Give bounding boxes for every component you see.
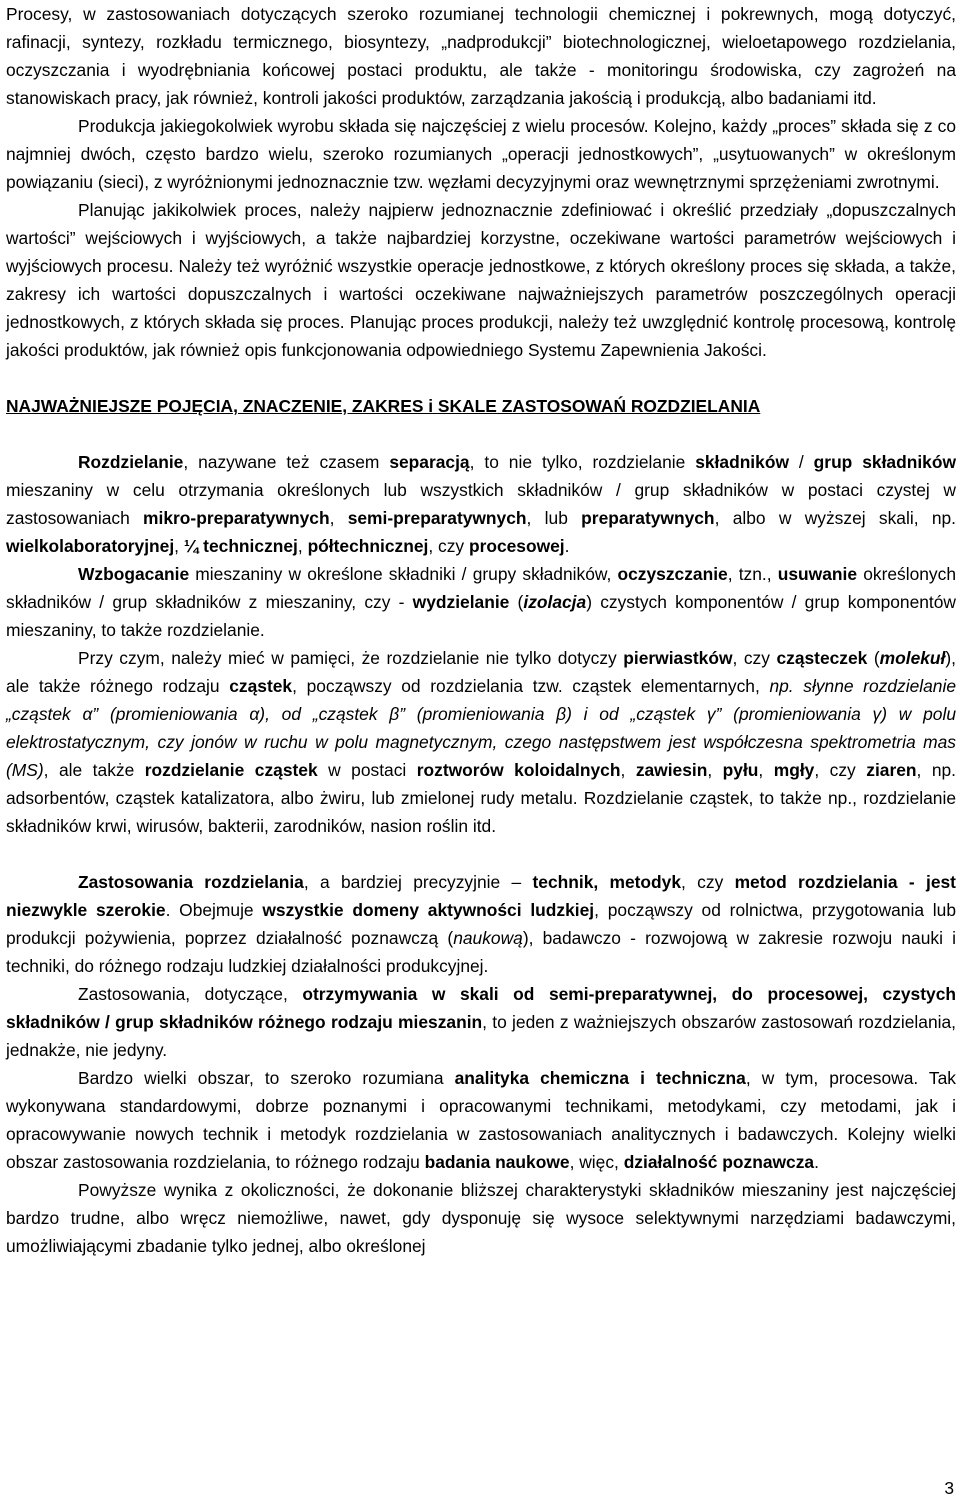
text-run: naukową — [453, 928, 523, 948]
text-run: , czy — [814, 760, 867, 780]
text-run: ( — [867, 648, 880, 668]
paragraph-3 — [6, 196, 956, 364]
text-run: semi-preparatywnych — [347, 508, 527, 528]
text-run: , np. adsorbentów, cząstek katalizatora, albo żwiru, lub zmielonej rudy metalu. Rozdzielanie cząstek, to także np., rozdzielanie składników krwi, wirusów, bakterii, zarodników, nasion roślin itd. — [6, 760, 957, 836]
text-run: składników — [695, 452, 789, 472]
text-run: roztworów koloidalnych — [416, 760, 621, 780]
text-run: ), badawczo - rozwojową w zakresie rozwoju nauki i techniki, do różnego rodzaju ludzkiej działalności produkcyjnej. — [6, 928, 956, 976]
text-run: określonych składników / grup składników z mieszaniny, czy - — [6, 564, 956, 612]
paragraph-1 — [6, 0, 956, 112]
text-run: , lub — [526, 508, 582, 528]
text-run: ( — [509, 592, 524, 612]
text-run: . Obejmuje — [165, 900, 263, 920]
text-run: , — [174, 536, 184, 556]
paragraph-2 — [6, 112, 956, 196]
page-number: 3 — [944, 1478, 954, 1498]
text-run: , w tym, procesowa. Tak wykonywana standardowymi, dobrze poznanymi i opracowanymi technikami, metodykami, czy metodami, jak i opracowywanie nowych technik i metodyk rozdzielania w zastosowaniach analitycznych i badawczych. Kolejny wielki obszar zastosowania rozdzielania, to różnego rodzaju — [6, 1068, 956, 1172]
text-run: Wzbogacanie — [78, 564, 190, 584]
text-run: , czy — [681, 872, 735, 892]
text-run: pyłu — [722, 760, 759, 780]
text-run: Planując jakikolwiek proces, należy najpierw jednoznacznie zdefiniować i określić przedziały „dopuszczalnych wartości” wejściowych i wyjściowych, a także najbardziej korzystne, oczekiwane wartości parametrów wejściowych i wyjściowych procesu. Należy też wyróżnić wszystkie operacje jednostkowe, z których określony proces się składa, a także, zakresy ich wartości dopuszczalnych i wartości oczekiwane najważniejszych parametrów poszczególnych operacji jednostkowych, z których składa się proces. Planując proces produkcji, należy też uwzględnić kontrolę procesową, kontrolę jakości produktów, jak również opis funkcjonowania odpowiedniego Systemu Zapewnienia Jakości. — [6, 200, 956, 360]
paragraph-9 — [6, 1064, 956, 1176]
text-run: usuwanie — [777, 564, 858, 584]
text-run: procesowej — [468, 536, 565, 556]
text-run: separacją — [389, 452, 470, 472]
text-run: molekuł — [879, 648, 946, 668]
text-run: Zastosowania rozdzielania — [78, 872, 304, 892]
text-run: otrzymywania w skali od semi-preparatywnej, do procesowej, czystych składników / grup składników różnego rodzaju mieszanin — [6, 984, 956, 1032]
text-run: izolacja — [523, 592, 587, 612]
paragraph-5 — [6, 560, 956, 644]
text-run: półtechnicznej — [307, 536, 429, 556]
text-run: cząstek — [229, 676, 293, 696]
text-run: , to nie tylko, rozdzielanie — [469, 452, 696, 472]
text-run: , czy — [732, 648, 777, 668]
text-run: pierwiastków — [623, 648, 733, 668]
text-run: mikro-preparatywnych — [143, 508, 330, 528]
text-run: , począwszy od rolnictwa, przygotowania lub produkcji pożywienia, poprzez działalność poznawczą ( — [6, 900, 956, 948]
text-run: Procesy, w zastosowaniach dotyczących szeroko rozumianej technologii chemicznej i pokrewnych, mogą dotyczyć, rafinacji, syntezy, rozkładu termicznego, biosyntezy, „nadprodukcji” biotechnologicznej, wieloetapowego rozdzielania, oczyszczania i wyodrębniania końcowej postaci produktu, ale także - monitoringu środowiska, czy zagrożeń na stanowiskach pracy, jak również, kontroli jakości produktów, zarządzania jakością i produkcją, albo badaniami itd. — [6, 4, 956, 108]
text-run: technik, metodyk — [532, 872, 682, 892]
text-run: ), ale także różnego rodzaju — [6, 648, 956, 696]
text-run: działalność poznawcza — [623, 1152, 815, 1172]
paragraph-8 — [6, 980, 956, 1064]
text-run: analityka chemiczna i techniczna — [454, 1068, 746, 1088]
document-page — [6, 0, 956, 1260]
text-run: cząsteczek — [776, 648, 868, 668]
text-run: wydzielanie — [412, 592, 510, 612]
text-run: , ale także — [43, 760, 145, 780]
text-run: mieszaniny w celu otrzymania określonych lub wszystkich składników / grup składników w postaci czystej w zastosowaniach — [6, 480, 956, 528]
text-run: Bardzo wielki obszar, to szeroko rozumiana — [78, 1068, 455, 1088]
text-run: zawiesin — [635, 760, 708, 780]
text-run: , czy — [428, 536, 469, 556]
paragraph-10 — [6, 1176, 956, 1260]
text-run: , więc, — [569, 1152, 624, 1172]
text-run: mieszaniny w określone składniki / grupy składników, — [189, 564, 618, 584]
text-run: , to jeden z ważniejszych obszarów zastosowań rozdzielania, jednakże, nie jedyny. — [6, 1012, 956, 1060]
text-run: , — [620, 760, 636, 780]
text-run: badania naukowe — [424, 1152, 570, 1172]
text-run: , nazywane też czasem — [183, 452, 390, 472]
text-run: wszystkie domeny aktywności ludzkiej — [262, 900, 595, 920]
text-run: Rozdzielanie — [78, 452, 184, 472]
text-run: . — [814, 1152, 819, 1172]
text-run: ¼ technicznej — [183, 536, 298, 556]
text-run: ziaren — [866, 760, 917, 780]
text-run: , — [329, 508, 348, 528]
text-run: , — [758, 760, 774, 780]
paragraph-7 — [6, 868, 956, 980]
text-run: preparatywnych — [581, 508, 715, 528]
text-run: , a bardziej precyzyjnie – — [303, 872, 533, 892]
paragraph-4 — [6, 448, 956, 560]
text-run: , — [297, 536, 308, 556]
paragraph-6 — [6, 644, 956, 840]
text-run: / — [788, 452, 814, 472]
section-heading: NAJWAŻNIEJSZE POJĘCIA, ZNACZENIE, ZAKRES i SKALE ZASTOSOWAŃ ROZDZIELANIA — [6, 396, 761, 416]
text-run: , albo w wyższej skali, np. — [714, 508, 956, 528]
text-run: grup składników — [813, 452, 956, 472]
text-run: Powyższe wynika z okoliczności, że dokonanie bliższej charakterystyki składników mieszaniny jest najczęściej bardzo trudne, albo wręcz niemożliwe, nawet, gdy dysponuję się wysoce selektywnymi narzędziami badawczymi, umożliwiającymi zbadanie tylko jednej, albo określonej — [6, 1180, 956, 1256]
text-run: oczyszczanie — [617, 564, 728, 584]
text-run: . — [564, 536, 570, 556]
text-run: , począwszy od rozdzielania tzw. cząstek elementarnych, — [292, 676, 770, 696]
text-run: ) czystych komponentów / grup komponentów mieszaniny, to także rozdzielanie. — [6, 592, 956, 640]
text-run: metod rozdzielania - jest niezwykle szerokie — [6, 872, 956, 920]
text-run: wielkolaboratoryjnej — [6, 536, 175, 556]
text-run: Zastosowania, dotyczące, — [78, 984, 303, 1004]
text-run: Przy czym, należy mieć w pamięci, że rozdzielanie nie tylko dotyczy — [78, 648, 624, 668]
text-run: w postaci — [317, 760, 417, 780]
text-run: , tzn., — [727, 564, 778, 584]
text-run: Produkcja jakiegokolwiek wyrobu składa się najczęściej z wielu procesów. Kolejno, każdy „proces” składa się z co najmniej dwóch, często bardzo wielu, szeroko rozumianych „operacji jednostkowych”, „usytuowanych” w określonym powiązaniu (sieci), z wyróżnionymi jednoznacznie tzw. węzłami decyzyjnymi oraz wewnętrznymi sprzężeniami zwrotnymi. — [6, 116, 956, 192]
text-run: rozdzielanie cząstek — [144, 760, 318, 780]
text-run: mgły — [773, 760, 815, 780]
text-run: np. słynne rozdzielanie „cząstek α” (promieniowania α), od „cząstek β” (promieniowania β) i od „cząstek γ” (promieniowania γ) w polu elektrostatycznym, czy jonów w ruchu w polu magnetycznym, czego następstwem jest współczesna spektrometria mas (MS) — [6, 676, 956, 780]
text-run: , — [707, 760, 723, 780]
